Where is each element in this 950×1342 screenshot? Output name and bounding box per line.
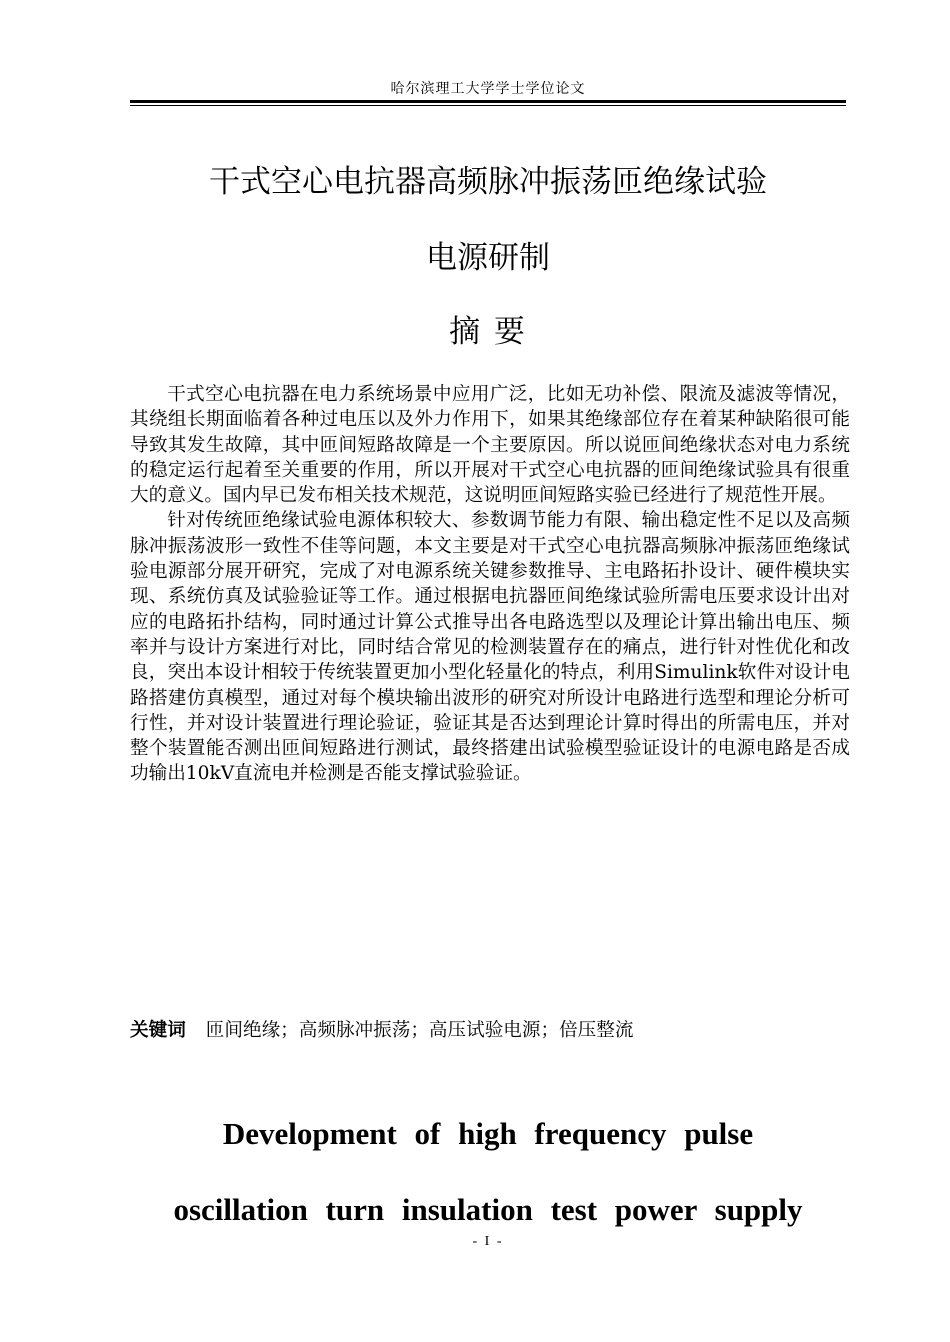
english-title-line-1: Development of high frequency pulse bbox=[222, 1116, 754, 1151]
abstract-paragraph-1: 干式空心电抗器在电力系统场景中应用广泛，比如无功补偿、限流及滤波等情况，其绕组长期面临着各种过电压以及外力作用下，如果其绝缘部位存在着某种缺陷很可能导致其发生故障，其中匝间短路故障是一个主要原因。所以说匝间绝缘状态对电力系统的稳定运行起着至关重要的作用，所以开展对干式空心电抗器的匝间绝缘试验具有很重大的意义。国内早已发布相关技术规范，这说明匝间短路实验已经进行了规范性开展。 bbox=[130, 384, 850, 507]
abstract-paragraph-2: 针对传统匝绝缘试验电源体积较大、参数调节能力有限、输出稳定性不足以及高频脉冲振荡波形一致性不佳等问题，本文主要是对干式空心电抗器高频脉冲振荡匝绝缘试验电源部分展开研究，完成了对电源系统关键参数推导、主电路拓扑设计、硬件模块实现、系统仿真及试验验证等工作。通过根据电抗器匝间绝缘试验所需电压要求设计出对应的电路拓扑结构，同时通过计算公式推导出各电路选型以及理论计算出输出电压、频率并与设计方案进行对比，同时结合常见的检测装置存在的痛点，进行针对性优化和改良，突出本设计相较于传统装置更加小型化轻量化的特点，利用Simulink软件对设计电路搭建仿真模型，通过对每个模块输出波形的研究对所设计电路进行选型和理论分析可行性，并对设计装置进行理论验证，验证其是否达到理论计算时得出的所需电压，并对整个装置能否测出匝间短路进行测试，最终搭建出试验模型验证设计的电源电路是否成功输出10kV直流电并检测是否能支撑试验验证。 bbox=[130, 510, 850, 785]
english-title-line-2: oscillation turn insulation test power supply bbox=[173, 1192, 803, 1227]
header-rule-thin bbox=[130, 105, 846, 106]
keywords-text: 匝间绝缘；高频脉冲振荡；高压试验电源；倍压整流 bbox=[205, 1020, 634, 1041]
chinese-title-line-1: 干式空心电抗器高频脉冲振荡匝绝缘试验 bbox=[209, 164, 767, 200]
abstract-body bbox=[130, 382, 850, 787]
chinese-title-line-2: 电源研制 bbox=[426, 240, 550, 276]
header-rule-thick bbox=[130, 100, 846, 103]
keywords-label: 关键词 bbox=[130, 1020, 186, 1041]
abstract-heading: 摘 要 bbox=[449, 314, 527, 350]
keywords-line bbox=[130, 1016, 846, 1042]
running-header: 哈尔滨理工大学学士学位论文 bbox=[390, 81, 586, 97]
page-number: - I - bbox=[472, 1234, 504, 1249]
